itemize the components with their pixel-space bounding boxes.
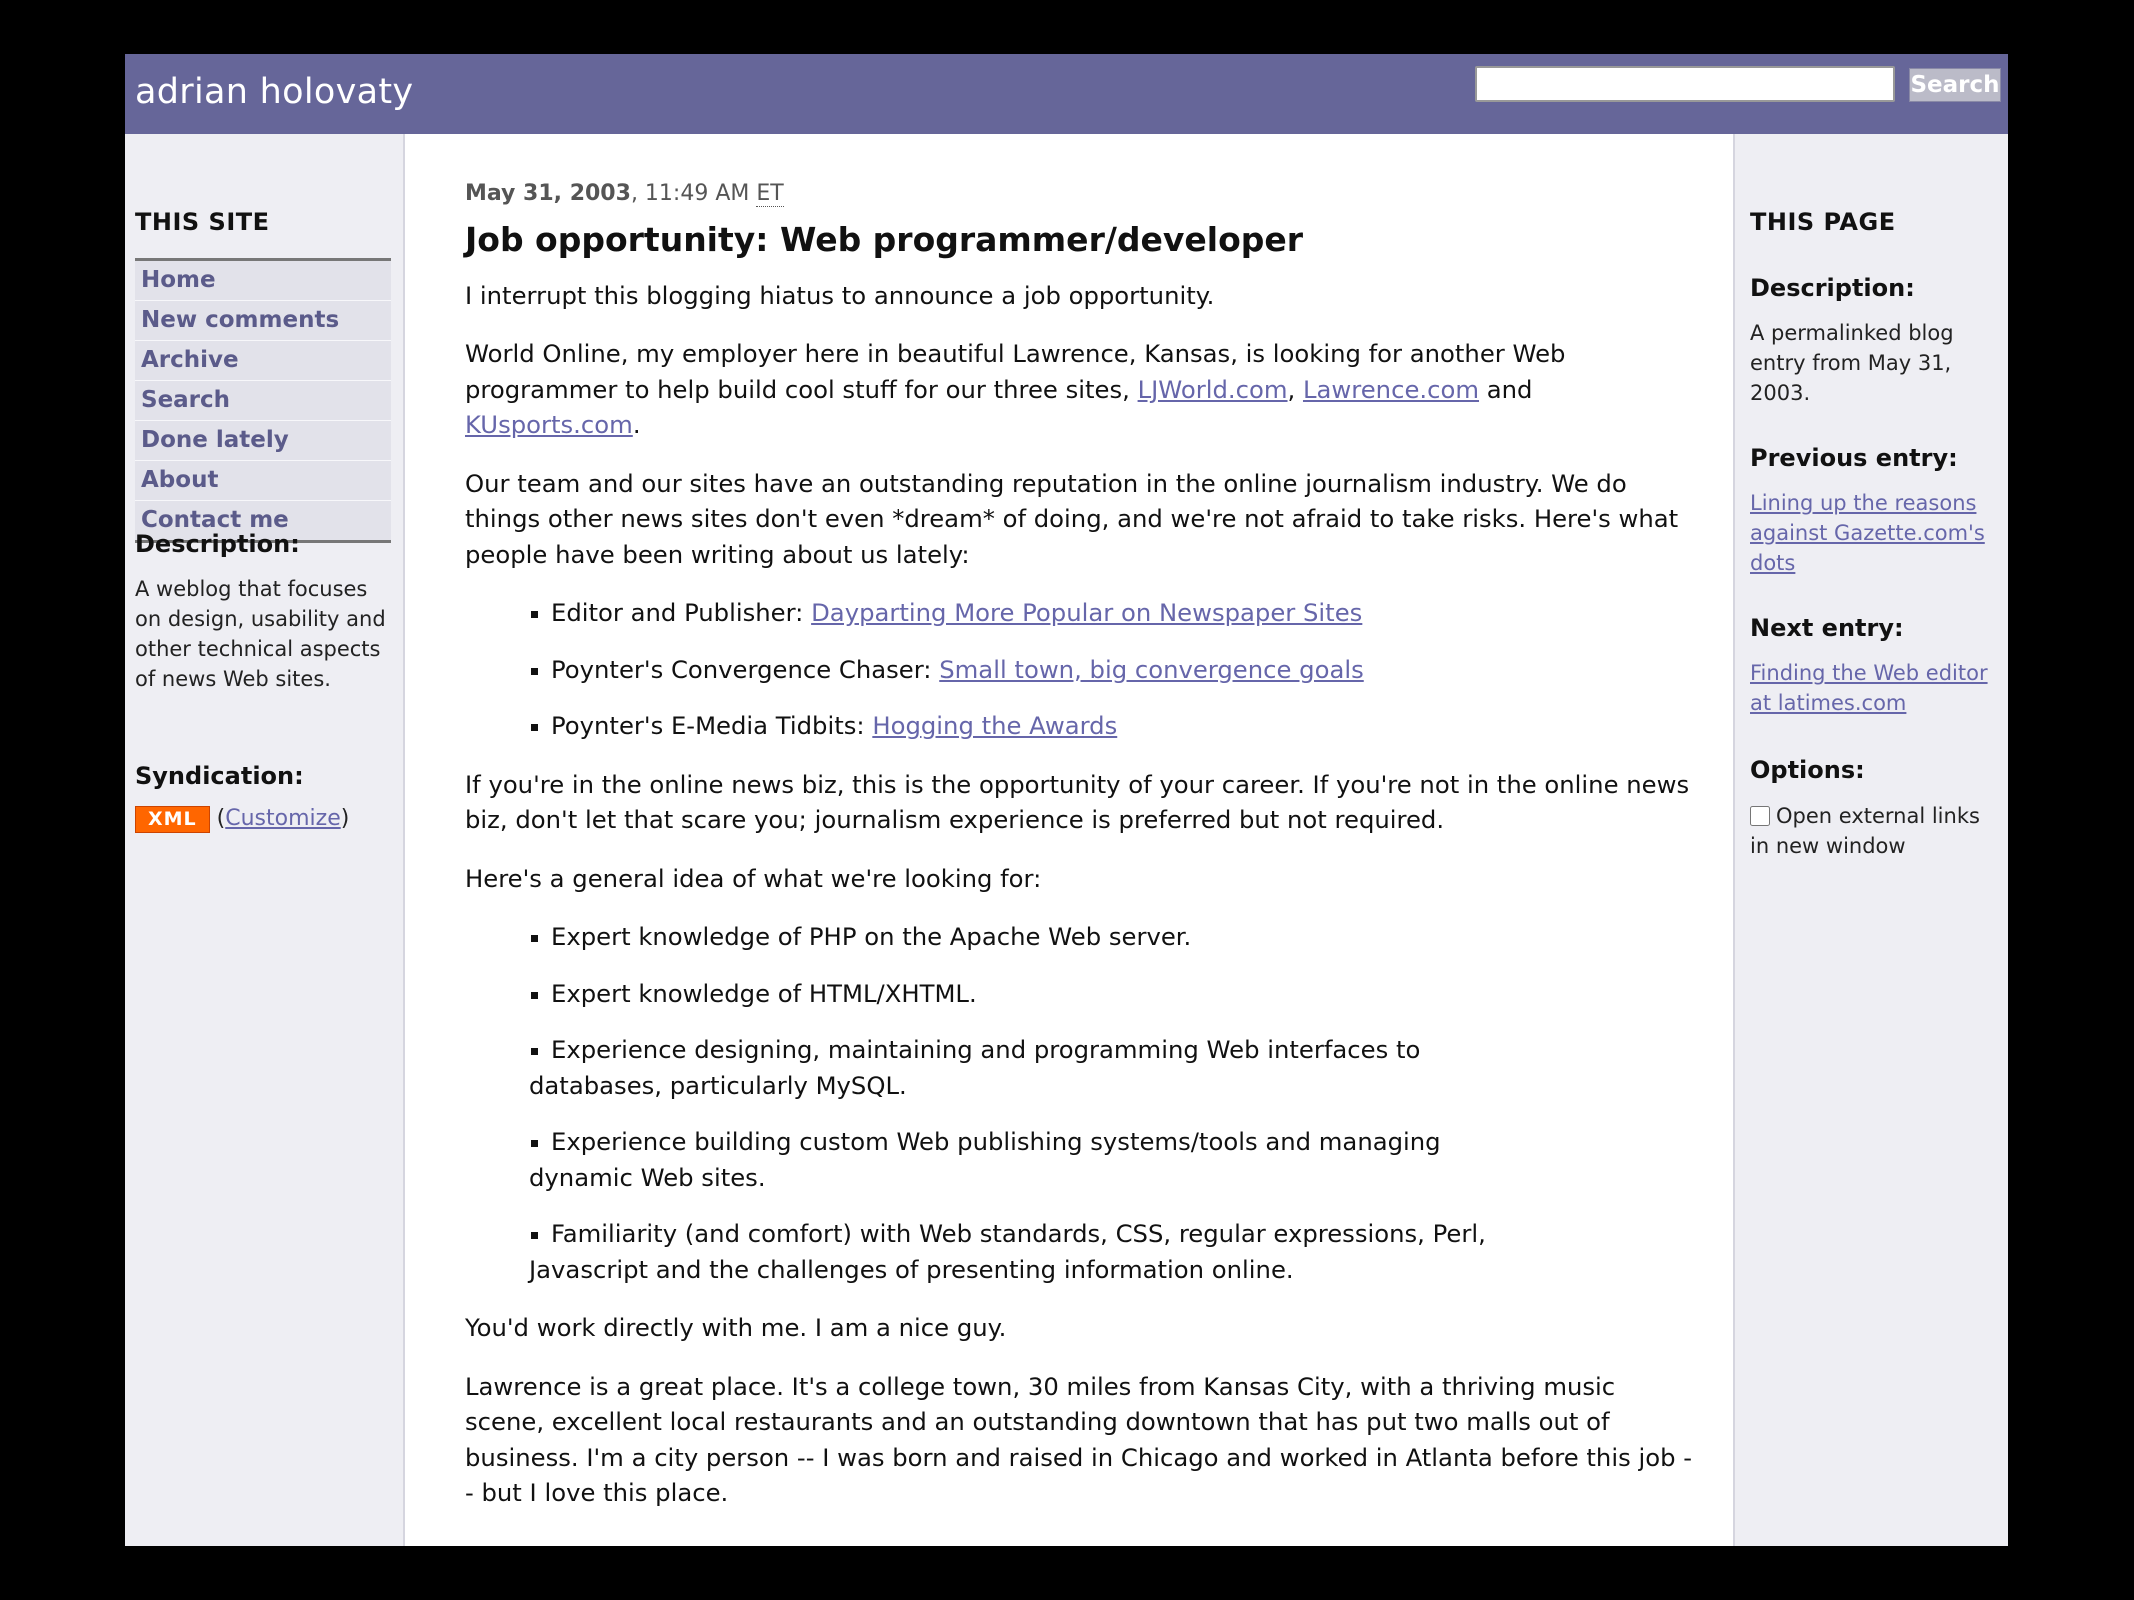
this-site-heading: THIS SITE (135, 208, 270, 236)
next-entry-link[interactable]: Finding the Web editor at latimes.com (1750, 661, 1988, 715)
press-link[interactable]: Small town, big convergence goals (939, 654, 1364, 684)
previous-entry-heading: Previous entry: (1750, 444, 1958, 472)
site-header (125, 54, 2008, 134)
next-entry-heading: Next entry: (1750, 614, 1904, 642)
press-link[interactable]: Hogging the Awards (872, 711, 1118, 740)
options-heading: Options: (1750, 756, 1865, 784)
paragraph-text: and (1479, 374, 1533, 404)
nav-item-search[interactable] (135, 381, 391, 421)
search-input[interactable] (1475, 66, 1895, 102)
right-sidebar (1733, 134, 2008, 1546)
press-item (465, 595, 1695, 631)
press-item (465, 708, 1695, 744)
nav-link-archive[interactable]: Archive (141, 347, 239, 373)
entry-date: May 31, 2003 (465, 181, 631, 206)
requirement-item (465, 1124, 1540, 1195)
paragraph-text: . (632, 410, 641, 439)
site-nav (135, 258, 391, 543)
requirement-text: Experience building custom Web publishing systems/tools and managing dynamic Web sites. (529, 1127, 1441, 1192)
entry-title: Job opportunity: Web programmer/developer (465, 219, 1304, 259)
press-list (465, 595, 1695, 744)
nav-link-about[interactable]: About (141, 467, 219, 493)
lawrence-link[interactable]: Lawrence.com (1302, 374, 1480, 404)
entry-paragraph: Lawrence is a great place. It's a college town, 30 miles from Kansas City, with a thriving music scene, excellent local restaurants and an outstanding downtown that has put two malls out of business. I'm a city person -- I was born and raised in Chicago and worked in Atlanta before this job -- but I love this place. (465, 1371, 1692, 1507)
requirement-text: Experience designing, maintaining and programming Web interfaces to databases, particularly MySQL. (529, 1035, 1421, 1100)
entry-paragraph (465, 336, 1695, 443)
nav-link-contact-me[interactable]: Contact me (141, 507, 289, 533)
ljworld-link[interactable]: LJWorld.com (1137, 374, 1288, 404)
requirement-item (465, 919, 1540, 955)
site-description-heading: Description: (135, 530, 300, 558)
syndication-heading: Syndication: (135, 762, 304, 790)
entry-time: , 11:49 AM (630, 181, 757, 206)
nav-link-search[interactable]: Search (141, 387, 231, 413)
press-source: Editor and Publisher: (551, 598, 812, 627)
entry-paragraph: If you're in the online news biz, this is the opportunity of your career. If you're not in the online news biz, don't let that scare you; journalism experience is preferred but not required. (465, 769, 1690, 834)
entry-paragraph: I interrupt this blogging hiatus to announce a job opportunity. (465, 280, 1215, 310)
syndication-row: XML (Customize) (135, 804, 349, 834)
entry-paragraph: Our team and our sites have an outstanding reputation in the online journalism industry. We do things other news sites don't even *dream* of doing, and we're not afraid to take risks. Here's what people have been writing about us lately: (465, 468, 1679, 569)
site-title[interactable]: adrian holovaty (135, 72, 414, 112)
requirement-item (465, 1216, 1540, 1287)
requirement-text: Expert knowledge of PHP on the Apache Web server. (551, 922, 1192, 951)
nav-item-about[interactable] (135, 461, 391, 501)
requirement-text: Familiarity (and comfort) with Web standards, CSS, regular expressions, Perl, Javascript and the challenges of presenting information online. (529, 1219, 1486, 1284)
previous-entry-link[interactable]: Lining up the reasons against Gazette.com's dots (1750, 491, 1985, 575)
search-button[interactable]: Search (1909, 68, 2001, 102)
nav-item-done-lately[interactable] (135, 421, 391, 461)
requirement-item (465, 976, 1540, 1012)
nav-link-home[interactable]: Home (141, 267, 216, 293)
left-sidebar (125, 134, 405, 1546)
blog-entry (465, 134, 1695, 1534)
nav-item-archive[interactable] (135, 341, 391, 381)
page-description: A permalinked blog entry from May 31, 2003. (1750, 321, 1954, 405)
page (125, 54, 2008, 1546)
customize-link[interactable]: Customize (225, 806, 341, 831)
xml-feed-badge[interactable]: XML (135, 806, 210, 833)
press-item (465, 652, 1695, 688)
nav-link-new-comments[interactable]: New comments (141, 307, 340, 333)
external-links-option[interactable] (1750, 801, 2005, 861)
entry-timezone: ET (756, 181, 784, 206)
site-description: A weblog that focuses on design, usability and other technical aspects of news Web sites. (135, 577, 386, 691)
external-links-label: Open external links in new window (1750, 804, 1980, 858)
paragraph-text: , (1287, 374, 1303, 404)
this-page-heading: THIS PAGE (1750, 208, 1896, 236)
page-description-heading: Description: (1750, 274, 1915, 302)
requirement-text: Expert knowledge of HTML/XHTML. (551, 978, 977, 1008)
requirement-item (465, 1032, 1540, 1103)
nav-item-new-comments[interactable] (135, 301, 391, 341)
paragraph-text: World Online, my employer here in beautiful Lawrence, Kansas, is looking for another Web programmer to help build cool stuff for our three sites, (465, 339, 1566, 404)
entry-paragraph: You'd work directly with me. I am a nice guy. (465, 1313, 1007, 1342)
kusports-link[interactable]: KUsports.com (465, 410, 633, 439)
press-source: Poynter's E-Media Tidbits: (551, 711, 873, 740)
nav-link-done-lately[interactable]: Done lately (141, 427, 289, 453)
nav-item-home[interactable] (135, 261, 391, 301)
external-links-checkbox[interactable] (1750, 806, 1770, 826)
entry-paragraph: Here's a general idea of what we're looking for: (465, 863, 1042, 893)
press-source: Poynter's Convergence Chaser: (551, 654, 940, 684)
press-link[interactable]: Dayparting More Popular on Newspaper Sites (811, 598, 1363, 627)
entry-dateline (465, 176, 1695, 212)
requirements-list (465, 919, 1540, 1287)
